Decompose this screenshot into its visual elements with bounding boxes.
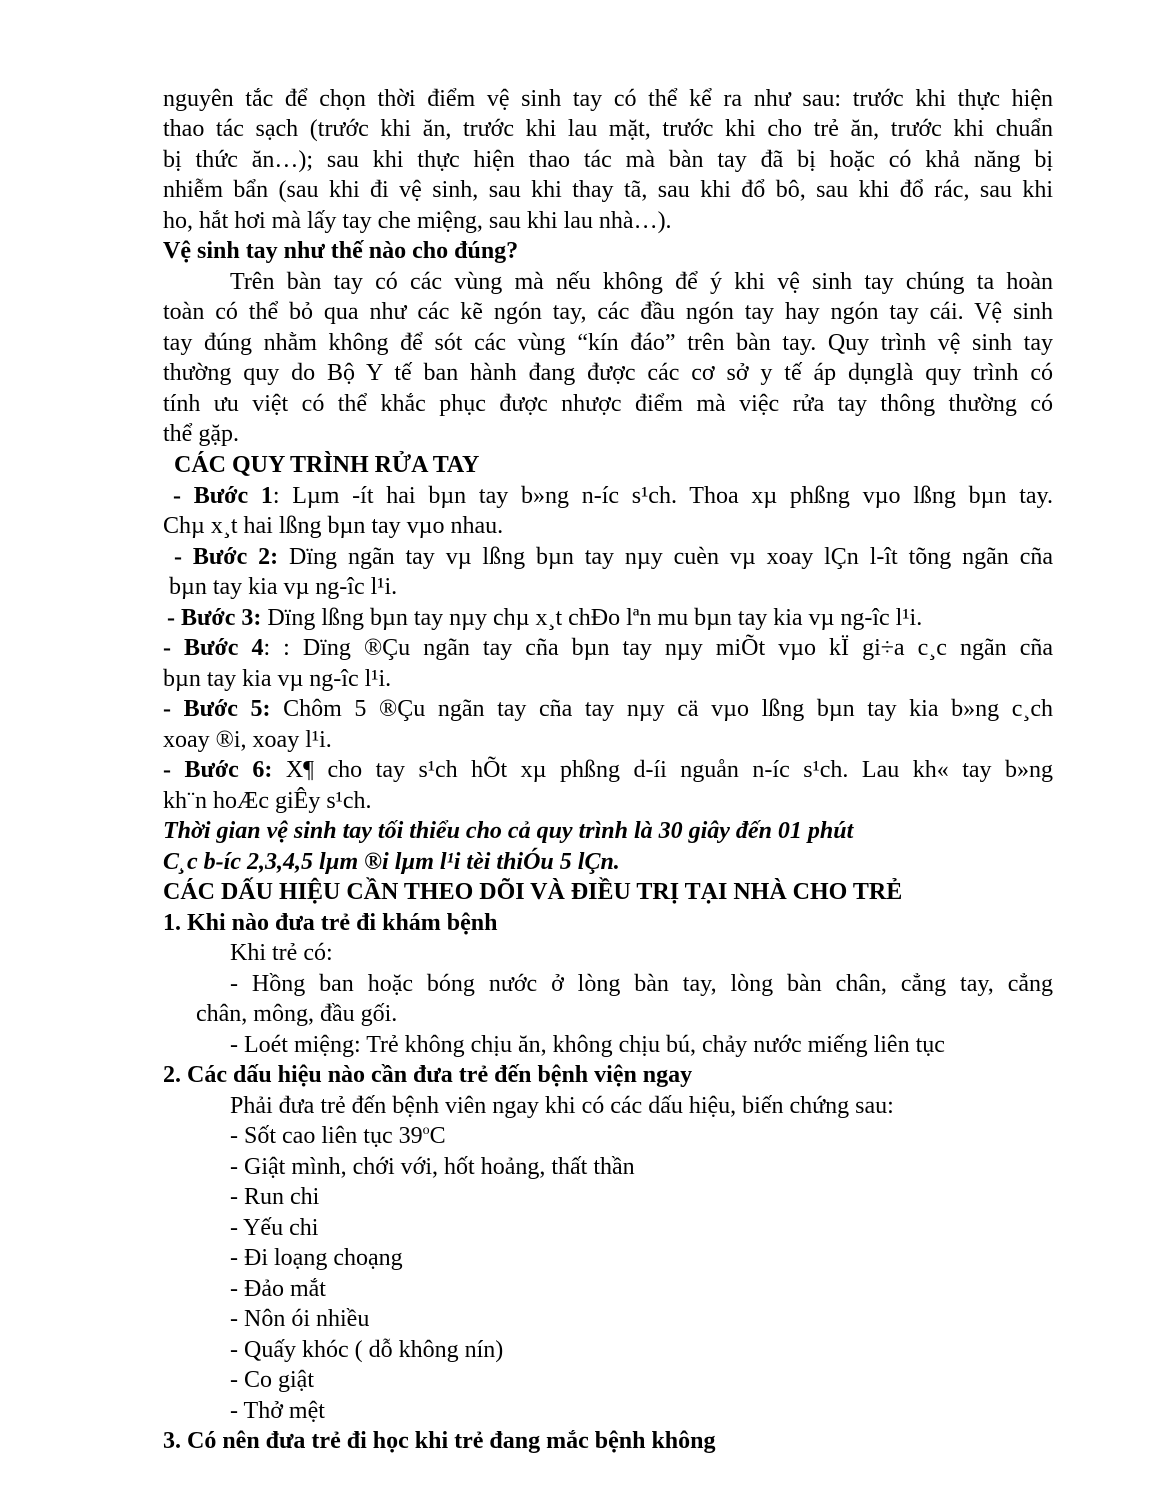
heading-signs: CÁC DẤU HIỆU CẦN THEO DÕI VÀ ĐIỀU TRỊ TẠI NHÀ CHO TRẺ <box>163 879 903 905</box>
step-5-line-1 <box>163 694 1053 724</box>
step-6-line-1 <box>163 755 1053 785</box>
step-2-label: - Bước 2: <box>174 544 279 570</box>
step-4-label: - Bước 4 <box>163 635 264 661</box>
step-2-text: Dïng ngãn tay vµ lßng bµn tay nµy cuèn vµ xoay lÇn l-ît tõng ngãn cña <box>289 544 1054 570</box>
step-6-text: X¶ cho tay s¹ch hÕt xµ phßng d-íi nguån n-íc s¹ch. Lau kh« tay b»ng <box>285 757 1054 783</box>
note-repeat: C¸c b-íc 2,3,4,5 lµm ®i lµm l¹i tèi thiÓu 5 lÇn. <box>163 849 620 875</box>
section1-item1-line-2: chân, mông, đầu gối. <box>196 1001 398 1027</box>
para1-line-1: nguyên tắc để chọn thời điểm vệ sinh tay có thể kể ra như sau: trước khi thực hiện <box>163 86 1053 112</box>
section1-item1-line-1: - Hồng ban hoặc bóng nước ở lòng bàn tay, lòng bàn chân, cẳng tay, cẳng <box>230 971 1053 997</box>
step-2-sep <box>278 544 289 570</box>
sign-item: - Yếu chi <box>230 1215 319 1241</box>
section1-intro: Khi trẻ có: <box>230 940 333 966</box>
section1-title: 1. Khi nào đưa trẻ đi khám bệnh <box>163 910 498 936</box>
step-2-line-2: bµn tay kia vµ ng-îc l¹i. <box>169 574 398 600</box>
step-4-sep: : <box>263 635 284 661</box>
para1-line-4: nhiễm bẩn (sau khi đi vệ sinh, sau khi thay tã, sau khi đổ bô, sau khi đổ rác, sau khi <box>163 177 1053 203</box>
section2-title: 2. Các dấu hiệu nào cần đưa trẻ đến bệnh viện ngay <box>163 1062 693 1088</box>
step-6-sep <box>272 757 286 783</box>
section3-title: 3. Có nên đưa trẻ đi học khi trẻ đang mắc bệnh không <box>163 1428 716 1454</box>
para1-line-2: thao tác sạch (trước khi ăn, trước khi lau mặt, trước khi cho trẻ ăn, trước khi chuẩn <box>163 116 1053 142</box>
heading-steps: CÁC QUY TRÌNH RỬA TAY <box>174 452 480 478</box>
para2-line-4: thường quy do Bộ Y tế ban hành đang được các cơ sở y tế áp dụnglà quy trình có <box>163 360 1053 386</box>
step-5-line-2: xoay ®i, xoay l¹i. <box>163 727 332 753</box>
heading-how: Vệ sinh tay như thế nào cho đúng? <box>163 238 519 264</box>
para2-line-2: toàn có thể bỏ qua như các kẽ ngón tay, các đầu ngón tay hay ngón tay cái. Vệ sinh <box>163 299 1053 325</box>
step-1-line-2: Chµ x¸t hai lßng bµn tay vµo nhau. <box>163 513 504 539</box>
para2-line-1: Trên bàn tay có các vùng mà nếu không để ý khi vệ sinh tay chúng ta hoàn <box>230 269 1053 295</box>
step-1-label: - Bước 1 <box>173 483 273 509</box>
step-6-label: - Bước 6: <box>163 757 273 783</box>
sign-item: - Thở mệt <box>230 1398 325 1424</box>
step-5-sep <box>271 696 284 722</box>
sign-item: - Nôn ói nhiều <box>230 1306 370 1332</box>
sign-item: - Run chi <box>230 1184 320 1210</box>
sign-item: - Đi loạng choạng <box>230 1245 403 1271</box>
step-4-line-2: bµn tay kia vµ ng-îc l¹i. <box>163 666 392 692</box>
para1-line-3: bị thức ăn…); sau khi thực hiện thao tác mà bàn tay đã bị hoặc có khả năng bị <box>163 147 1053 173</box>
step-1-text: Lµm -ít hai bµn tay b»ng n-íc s¹ch. Thoa xµ phßng vµo lßng bµn tay. <box>292 483 1053 509</box>
para2-line-6: thể gặp. <box>163 421 239 447</box>
para2-line-3: tay đúng nhằm không để sót các vùng “kín đáo” trên bàn tay. Quy trình vệ sinh tay <box>163 330 1053 356</box>
section1-item2: - Loét miệng: Trẻ không chịu ăn, không chịu bú, chảy nước miếng liên tục <box>230 1032 945 1058</box>
degree-sup: o <box>422 1123 430 1138</box>
step-5-label: - Bước 5: <box>163 696 271 722</box>
step-3-text: Dïng lßng bµn tay nµy chµ x¸t chÐo lªn mu bµn tay kia vµ ng-îc l¹i. <box>267 605 923 631</box>
sign-item: - Giật mình, chới với, hốt hoảng, thất thần <box>230 1154 635 1180</box>
step-3-line-1 <box>167 603 1057 633</box>
section2-intro: Phải đưa trẻ đến bệnh viên ngay khi có các dấu hiệu, biến chứng sau: <box>230 1093 894 1119</box>
sign-item: - Đảo mắt <box>230 1276 326 1302</box>
step-4-text: : Dïng ®Çu ngãn tay cña bµn tay nµy miÕt vµo kÏ gi÷a c¸c ngãn cña <box>283 635 1053 661</box>
step-3-label: - Bước 3: <box>167 605 262 631</box>
step-1-sep: : <box>272 483 293 509</box>
sign-fever-unit: C <box>429 1123 446 1149</box>
step-6-line-2: kh¨n hoÆc giÊy s¹ch. <box>163 788 372 814</box>
step-2-line-1 <box>174 542 1053 572</box>
step-1-line-1 <box>173 481 1053 511</box>
para1-line-5: ho, hắt hơi mà lấy tay che miệng, sau khi lau nhà…). <box>163 208 672 234</box>
step-4-line-1 <box>163 633 1053 663</box>
para2-line-5: tính ưu việt có thể khắc phục được nhược điểm mà việc rửa tay thông thường có <box>163 391 1053 417</box>
sign-fever <box>230 1121 1120 1151</box>
sign-item: - Co giật <box>230 1367 314 1393</box>
note-time: Thời gian vệ sinh tay tối thiểu cho cả quy trình là 30 giây đến 01 phút <box>163 818 854 844</box>
sign-item: - Quấy khóc ( dỗ không nín) <box>230 1337 504 1363</box>
step-5-text: Chôm 5 ®Çu ngãn tay cña tay nµy cä vµo lßng bµn tay kia b»ng c¸ch <box>283 696 1053 722</box>
sign-fever-text: - Sốt cao liên tục 39 <box>230 1123 423 1149</box>
